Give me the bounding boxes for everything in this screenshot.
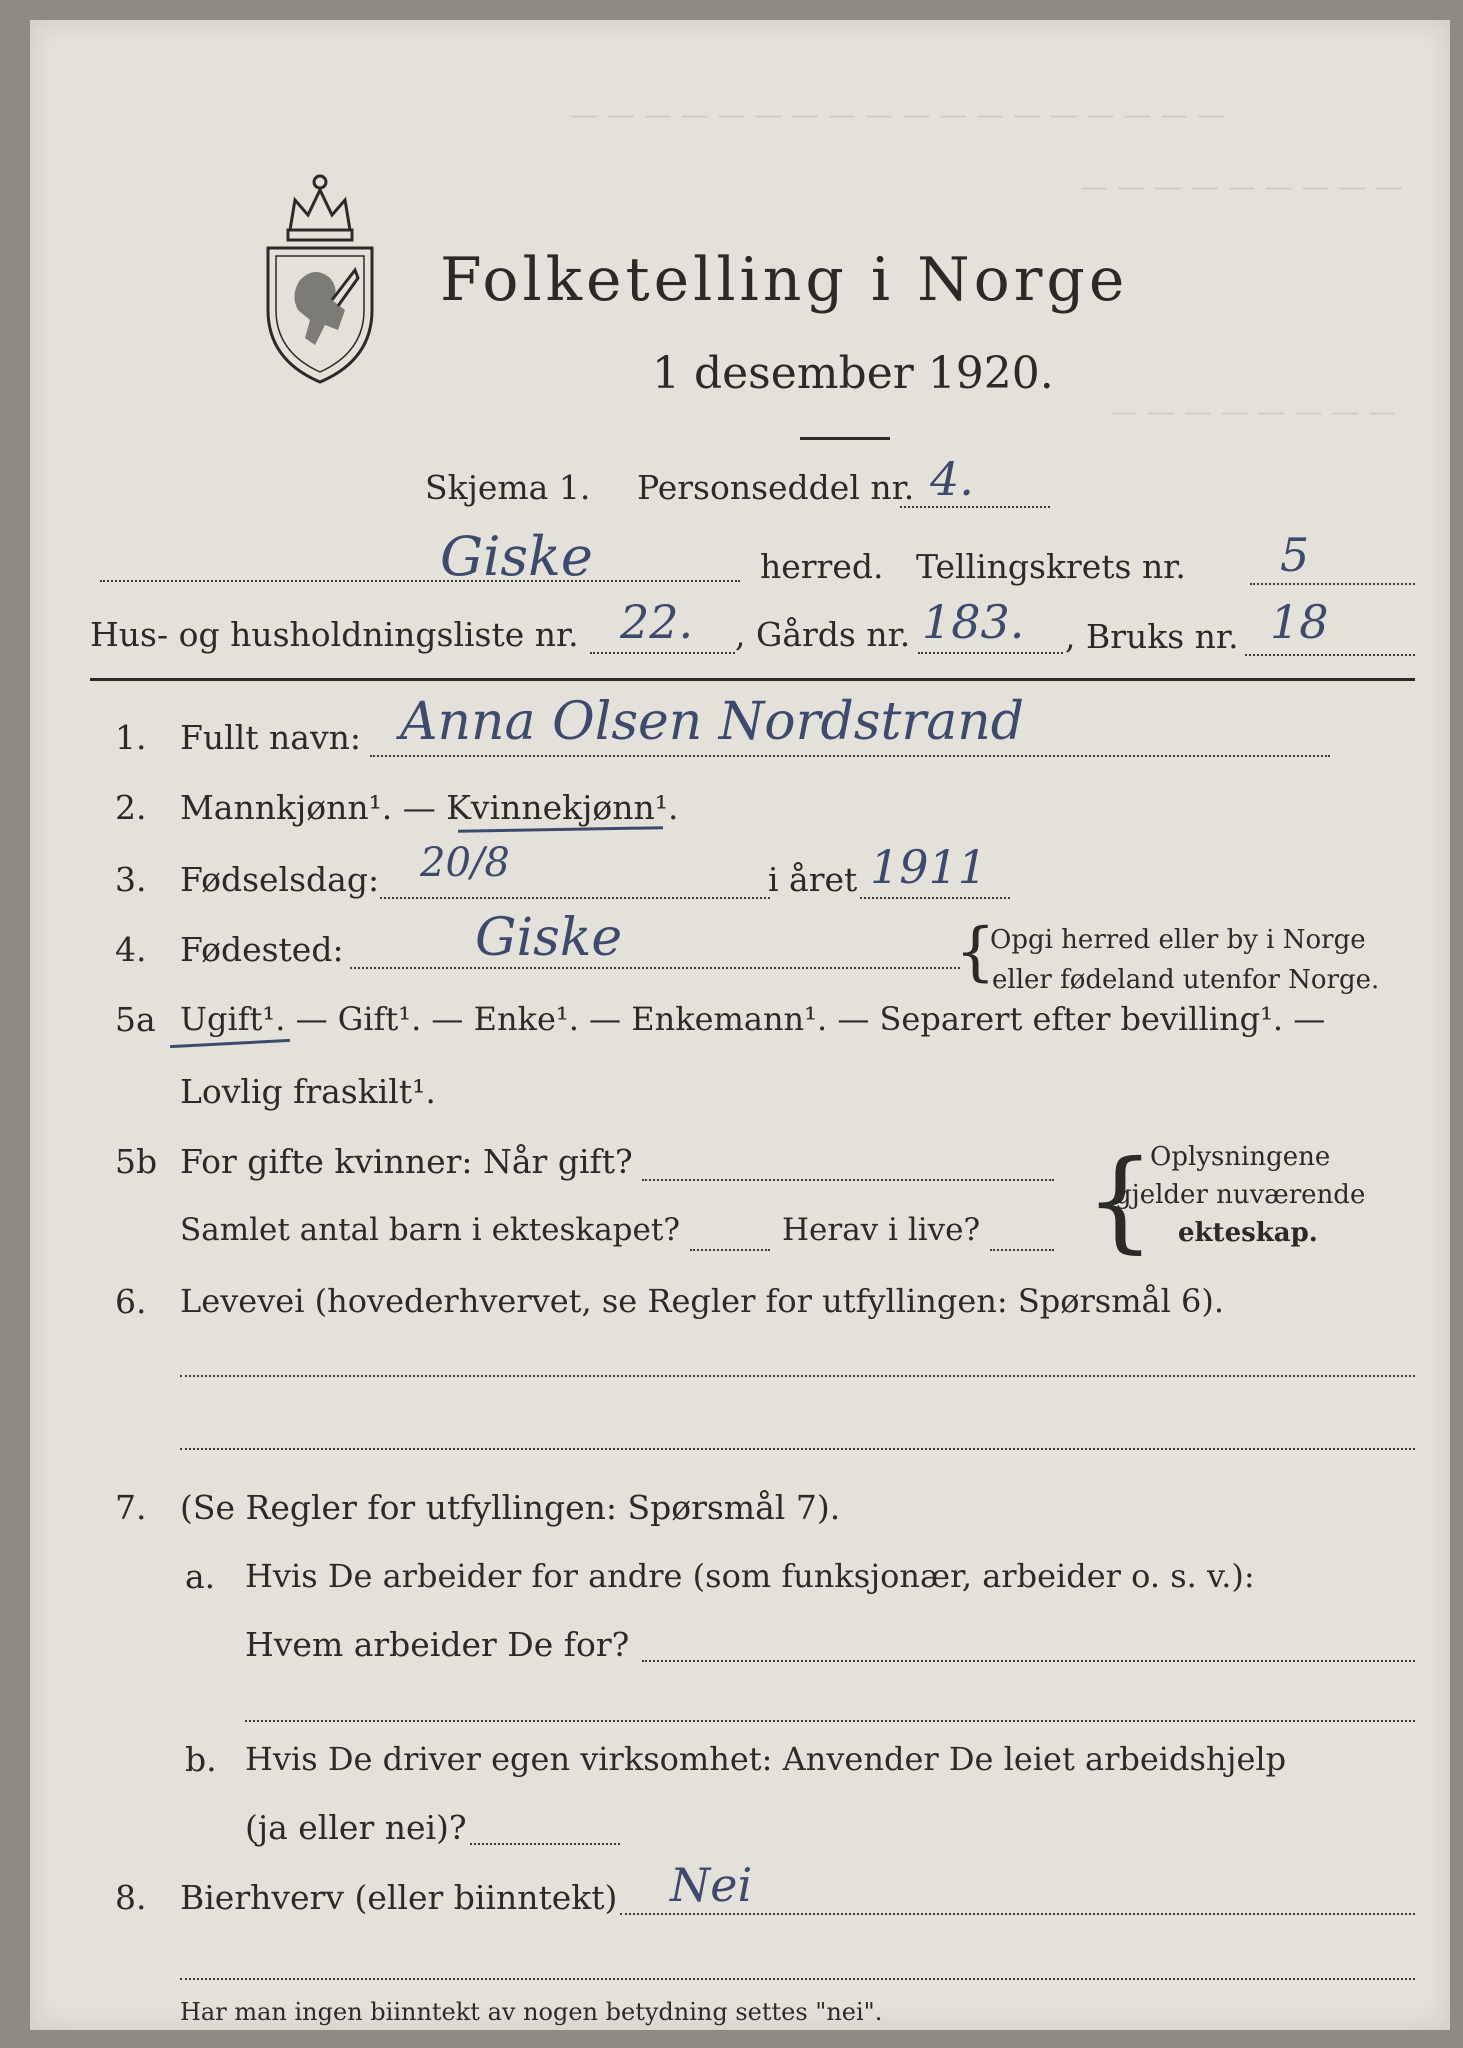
q7-text: (Se Regler for utfyllingen: Spørsmål 7). (180, 1488, 841, 1527)
bruks-label: , Bruks nr. (1065, 617, 1239, 656)
birth-day-value[interactable]: 20/8 (420, 840, 510, 886)
herred-line (100, 580, 740, 582)
q5b-note-line2: gjelder nuværende (1115, 1180, 1366, 1210)
marital-status-options-cont: Lovlig fraskilt¹. (180, 1072, 436, 1111)
q7a-answer-line-1[interactable] (642, 1660, 1415, 1662)
q5b-brace-icon: { (1085, 1136, 1155, 1264)
q4-label: Fødested: (180, 930, 344, 969)
bruks-line (1245, 654, 1415, 656)
q7a-answer-line-2[interactable] (245, 1720, 1415, 1722)
q8-line (620, 1913, 1415, 1915)
q1-number: 1. (115, 718, 147, 757)
marital-underline-mark (170, 1039, 290, 1048)
q5b-married-when: For gifte kvinner: Når gift? (180, 1142, 633, 1181)
title-divider (800, 437, 890, 440)
tellingskrets-label: Tellingskrets nr. (916, 547, 1186, 586)
personseddel-line (900, 506, 1050, 508)
tellingskrets-line (1250, 583, 1415, 585)
q5b-note-line3: ekteskap. (1178, 1218, 1318, 1248)
q7b-letter: b. (185, 1740, 217, 1779)
q5a-number: 5a (115, 1000, 156, 1039)
q5b-note-line1: Oplysningene (1150, 1142, 1331, 1172)
q3-line (380, 897, 770, 899)
herred-value[interactable]: Giske (440, 525, 593, 588)
q7a-letter: a. (185, 1557, 216, 1596)
q7b-yes-no-question: (ja eller nei)? (245, 1808, 467, 1847)
q4-line (350, 967, 960, 969)
schema-label: Skjema 1. (425, 468, 591, 507)
q6-answer-line-2[interactable] (180, 1448, 1415, 1450)
census-date: 1 desember 1920. (652, 348, 1054, 399)
gender-underline-mark (458, 826, 663, 833)
q1-line (370, 755, 1330, 757)
q3-year-line (860, 897, 1010, 899)
q3-label: Fødselsdag: (180, 860, 380, 899)
q7b-answer-line[interactable] (470, 1843, 620, 1845)
bruks-value[interactable]: 18 (1270, 595, 1329, 649)
q5b-children-total: Samlet antal barn i ekteskapet? (180, 1212, 680, 1248)
bleed-through-text: — — — — — — — — (1110, 395, 1397, 428)
coat-of-arms-icon (260, 160, 380, 385)
husholdning-label: Hus- og husholdningsliste nr. (90, 615, 579, 654)
q3-year-label: i året (768, 860, 858, 899)
bleed-through-text: — — — — — — — — — — — — — — — — — — (570, 98, 1226, 131)
census-form-sheet (30, 20, 1450, 2030)
side-income-value[interactable]: Nei (670, 1858, 753, 1912)
q8-answer-line-2[interactable] (180, 1978, 1415, 1980)
q7-number: 7. (115, 1488, 147, 1527)
q6-number: 6. (115, 1282, 147, 1321)
q4-note-line2: eller fødeland utenfor Norge. (992, 965, 1380, 995)
q4-brace-icon: { (955, 915, 996, 989)
header-divider (90, 678, 1415, 681)
gards-value[interactable]: 183. (922, 595, 1025, 649)
q5b-children-alive: Herav i live? (782, 1212, 981, 1248)
husholdning-line (590, 652, 735, 654)
birthplace-value[interactable]: Giske (475, 908, 623, 968)
q4-note-line1: Opgi herred eller by i Norge (990, 925, 1366, 955)
page-title: Folketelling i Norge (440, 245, 1129, 315)
q4-number: 4. (115, 930, 147, 969)
q5b-alive-line (990, 1249, 1054, 1251)
gards-label: , Gårds nr. (735, 615, 911, 654)
q6-text: Levevei (hovederhvervet, se Regler for utfyllingen: Spørsmål 6). (180, 1282, 1225, 1320)
q5b-married-line (642, 1179, 1054, 1181)
q5b-children-line (690, 1249, 770, 1251)
q2-number: 2. (115, 788, 147, 827)
husholdning-value[interactable]: 22. (620, 595, 694, 649)
q8-label: Bierhverv (eller biinntekt) (180, 1878, 618, 1917)
tellingskrets-value[interactable]: 5 (1280, 528, 1310, 582)
q5b-number: 5b (115, 1142, 158, 1181)
personseddel-value[interactable]: 4. (930, 452, 974, 506)
q7b-text: Hvis De driver egen virksomhet: Anvender De leiet arbeidshjelp (245, 1740, 1287, 1778)
q7a-text: Hvis De arbeider for andre (som funksjonær, arbeider o. s. v.): (245, 1557, 1255, 1595)
q6-answer-line-1[interactable] (180, 1375, 1415, 1377)
marital-status-options: Ugift¹. — Gift¹. — Enke¹. — Enkemann¹. — Separert efter bevilling¹. — (180, 1000, 1326, 1038)
q8-number: 8. (115, 1878, 147, 1917)
q7a-employer-question: Hvem arbeider De for? (245, 1625, 630, 1664)
full-name-value[interactable]: Anna Olsen Nordstrand (400, 692, 1024, 752)
gender-options: Mannkjønn¹. — Kvinnekjønn¹. (180, 788, 679, 827)
herred-label: herred. (760, 547, 884, 586)
bleed-through-text: — — — — — — — — — (1080, 170, 1404, 203)
birth-year-value[interactable]: 1911 (870, 840, 988, 894)
personseddel-label: Personseddel nr. (637, 468, 915, 507)
q3-number: 3. (115, 860, 147, 899)
q1-label: Fullt navn: (180, 718, 361, 757)
gards-line (918, 652, 1063, 654)
footer-note: Har man ingen biinntekt av nogen betydning settes "nei". (180, 1998, 883, 2026)
